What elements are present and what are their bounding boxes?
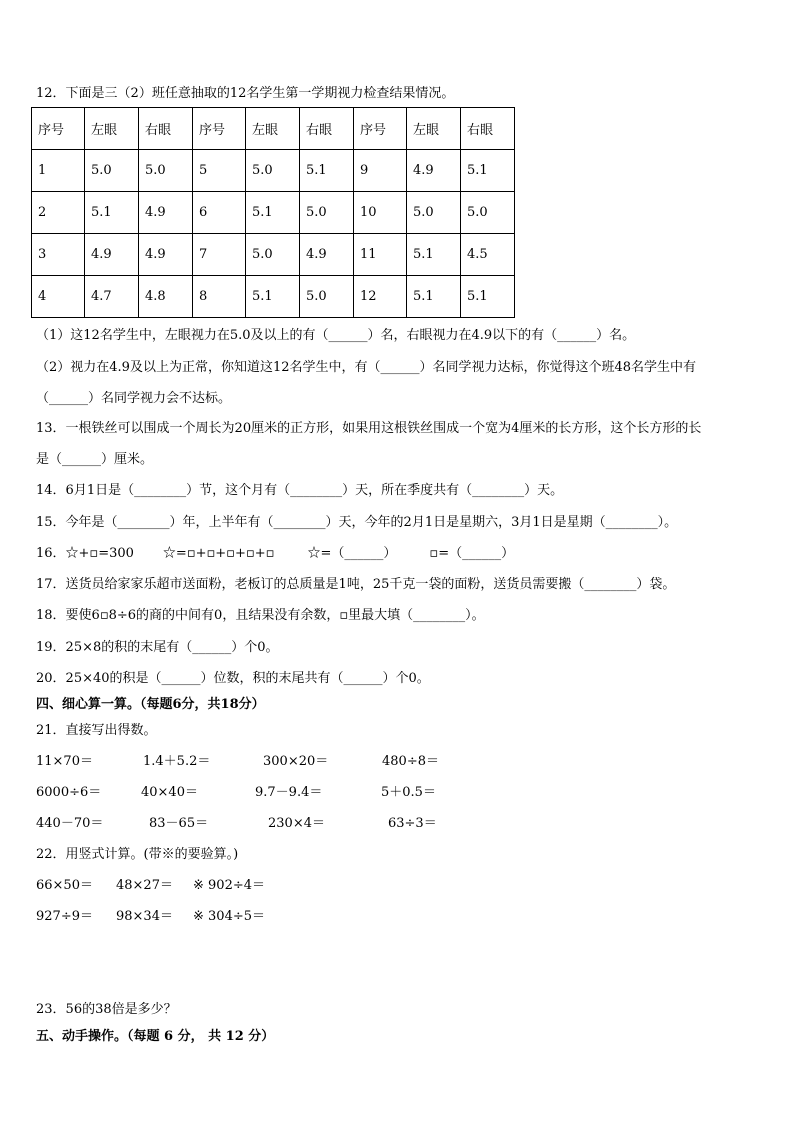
table-cell: 4.9 (407, 150, 461, 192)
calc-item: 48×27＝ (116, 878, 173, 893)
calc-item: 5＋0.5＝ (381, 785, 436, 800)
q12-sub1: （1）这12名学生中，左眼视力在5.0及以上的有（______）名，右眼视力在4.9以下的有（______）名。 (36, 328, 636, 343)
table-cell: 11 (354, 234, 407, 276)
calc-item: 98×34＝ (116, 909, 173, 924)
table-header-cell: 右眼 (300, 108, 354, 150)
section-5-heading: 五、动手操作。（每题 6 分， 共 12 分） (36, 1029, 275, 1044)
q19: 19．25×8的积的末尾有（______）个0。 (36, 640, 279, 655)
q21-row (36, 753, 439, 771)
table-header-cell: 左眼 (407, 108, 461, 150)
calc-item: 6000÷6＝ (36, 785, 102, 800)
q23: 23．56的38倍是多少？ (36, 1002, 177, 1017)
table-row (32, 192, 515, 234)
q22-row (36, 908, 266, 926)
q20: 20．25×40的积是（______）位数，积的末尾共有（______）个0。 (36, 671, 430, 686)
q16: 16．☆+▫=300 ☆=▫+▫+▫+▫+▫ ☆=（______） ▫=（______） (36, 546, 515, 561)
table-row (32, 234, 515, 276)
table-cell: 12 (354, 276, 407, 318)
table-cell: 4.7 (85, 276, 139, 318)
table-cell: 5.1 (407, 234, 461, 276)
table-cell: 5.0 (85, 150, 139, 192)
table-cell: 5.0 (300, 192, 354, 234)
table-header-cell: 序号 (193, 108, 246, 150)
table-cell: 5 (193, 150, 246, 192)
table-cell: 5.0 (461, 192, 515, 234)
table-header-cell: 右眼 (139, 108, 193, 150)
table-cell: 5.1 (85, 192, 139, 234)
table-cell: 4.9 (300, 234, 354, 276)
q14: 14．6月1日是（________）节，这个月有（________）天，所在季度共有（________）天。 (36, 483, 564, 498)
calc-item: 83－65＝ (149, 816, 209, 831)
table-cell: 7 (193, 234, 246, 276)
q17: 17．送货员给家家乐超市送面粉，老板订的总质量是1吨，25千克一袋的面粉，送货员需要搬（________）袋。 (36, 577, 676, 592)
table-header-cell: 左眼 (85, 108, 139, 150)
table-cell: 6 (193, 192, 246, 234)
table-cell: 4.9 (139, 234, 193, 276)
calc-item: 230×4＝ (268, 816, 325, 831)
calc-item: 440－70＝ (36, 816, 104, 831)
table-cell: 2 (32, 192, 85, 234)
table-header-cell: 左眼 (246, 108, 300, 150)
table-cell: 5.1 (246, 192, 300, 234)
calc-item: ※ 304÷5＝ (193, 909, 266, 924)
q21-title: 21．直接写出得数。 (36, 723, 157, 738)
vision-table (31, 107, 515, 318)
table-row (32, 276, 515, 318)
q21-row (36, 784, 436, 802)
table-cell: 4.5 (461, 234, 515, 276)
table-cell: 3 (32, 234, 85, 276)
table-cell: 5.0 (246, 234, 300, 276)
table-cell: 5.1 (246, 276, 300, 318)
table-cell: 5.1 (300, 150, 354, 192)
calc-item: 11×70＝ (36, 754, 93, 769)
table-row (32, 150, 515, 192)
q12-sub2-line2: （______）名同学视力会不达标。 (36, 391, 232, 406)
q13-line1: 13．一根铁丝可以围成一个周长为20厘米的正方形，如果用这根铁丝围成一个宽为4厘米的长方形，这个长方形的长 (36, 421, 702, 436)
calc-item: 40×40＝ (141, 785, 198, 800)
calc-item: 63÷3＝ (388, 816, 437, 831)
q12-sub2-line1: （2）视力在4.9及以上为正常，你知道这12名学生中，有（______）名同学视力达标，你觉得这个班48名学生中有 (36, 360, 697, 375)
calc-item: 300×20＝ (263, 754, 329, 769)
table-cell: 4.8 (139, 276, 193, 318)
q22-row (36, 877, 266, 895)
table-cell: 4.9 (85, 234, 139, 276)
table-cell: 5.0 (246, 150, 300, 192)
table-cell: 1 (32, 150, 85, 192)
table-header-cell: 序号 (32, 108, 85, 150)
table-header-row (32, 108, 515, 150)
calc-item: 9.7－9.4＝ (255, 785, 323, 800)
q22-title: 22．用竖式计算。(带※的要验算。) (36, 847, 239, 862)
calc-item: 480÷8＝ (382, 754, 439, 769)
calc-item: 66×50＝ (36, 878, 93, 893)
table-cell: 5.0 (139, 150, 193, 192)
table-cell: 4 (32, 276, 85, 318)
table-cell: 10 (354, 192, 407, 234)
table-header-cell: 序号 (354, 108, 407, 150)
q12-title: 12．下面是三（2）班任意抽取的12名学生第一学期视力检查结果情况。 (36, 86, 455, 101)
section-4-heading: 四、细心算一算。（每题6分，共18分） (36, 697, 265, 712)
calc-item: 1.4＋5.2＝ (143, 754, 211, 769)
table-cell: 5.0 (407, 192, 461, 234)
table-cell: 8 (193, 276, 246, 318)
table-cell: 5.1 (461, 276, 515, 318)
q21-row (36, 815, 437, 833)
table-cell: 5.1 (407, 276, 461, 318)
table-header-cell: 右眼 (461, 108, 515, 150)
table-cell: 5.0 (300, 276, 354, 318)
table-cell: 9 (354, 150, 407, 192)
calc-item: ※ 902÷4＝ (193, 878, 266, 893)
table-cell: 5.1 (461, 150, 515, 192)
q15: 15．今年是（________）年，上半年有（________）天，今年的2月1日是星期六，3月1日是星期（________）。 (36, 515, 678, 530)
q13-line2: 是（______）厘米。 (36, 452, 154, 467)
calc-item: 927÷9＝ (36, 909, 93, 924)
table-cell: 4.9 (139, 192, 193, 234)
q18: 18．要使6▫8÷6的商的中间有0，且结果没有余数，▫里最大填（________）。 (36, 608, 485, 623)
